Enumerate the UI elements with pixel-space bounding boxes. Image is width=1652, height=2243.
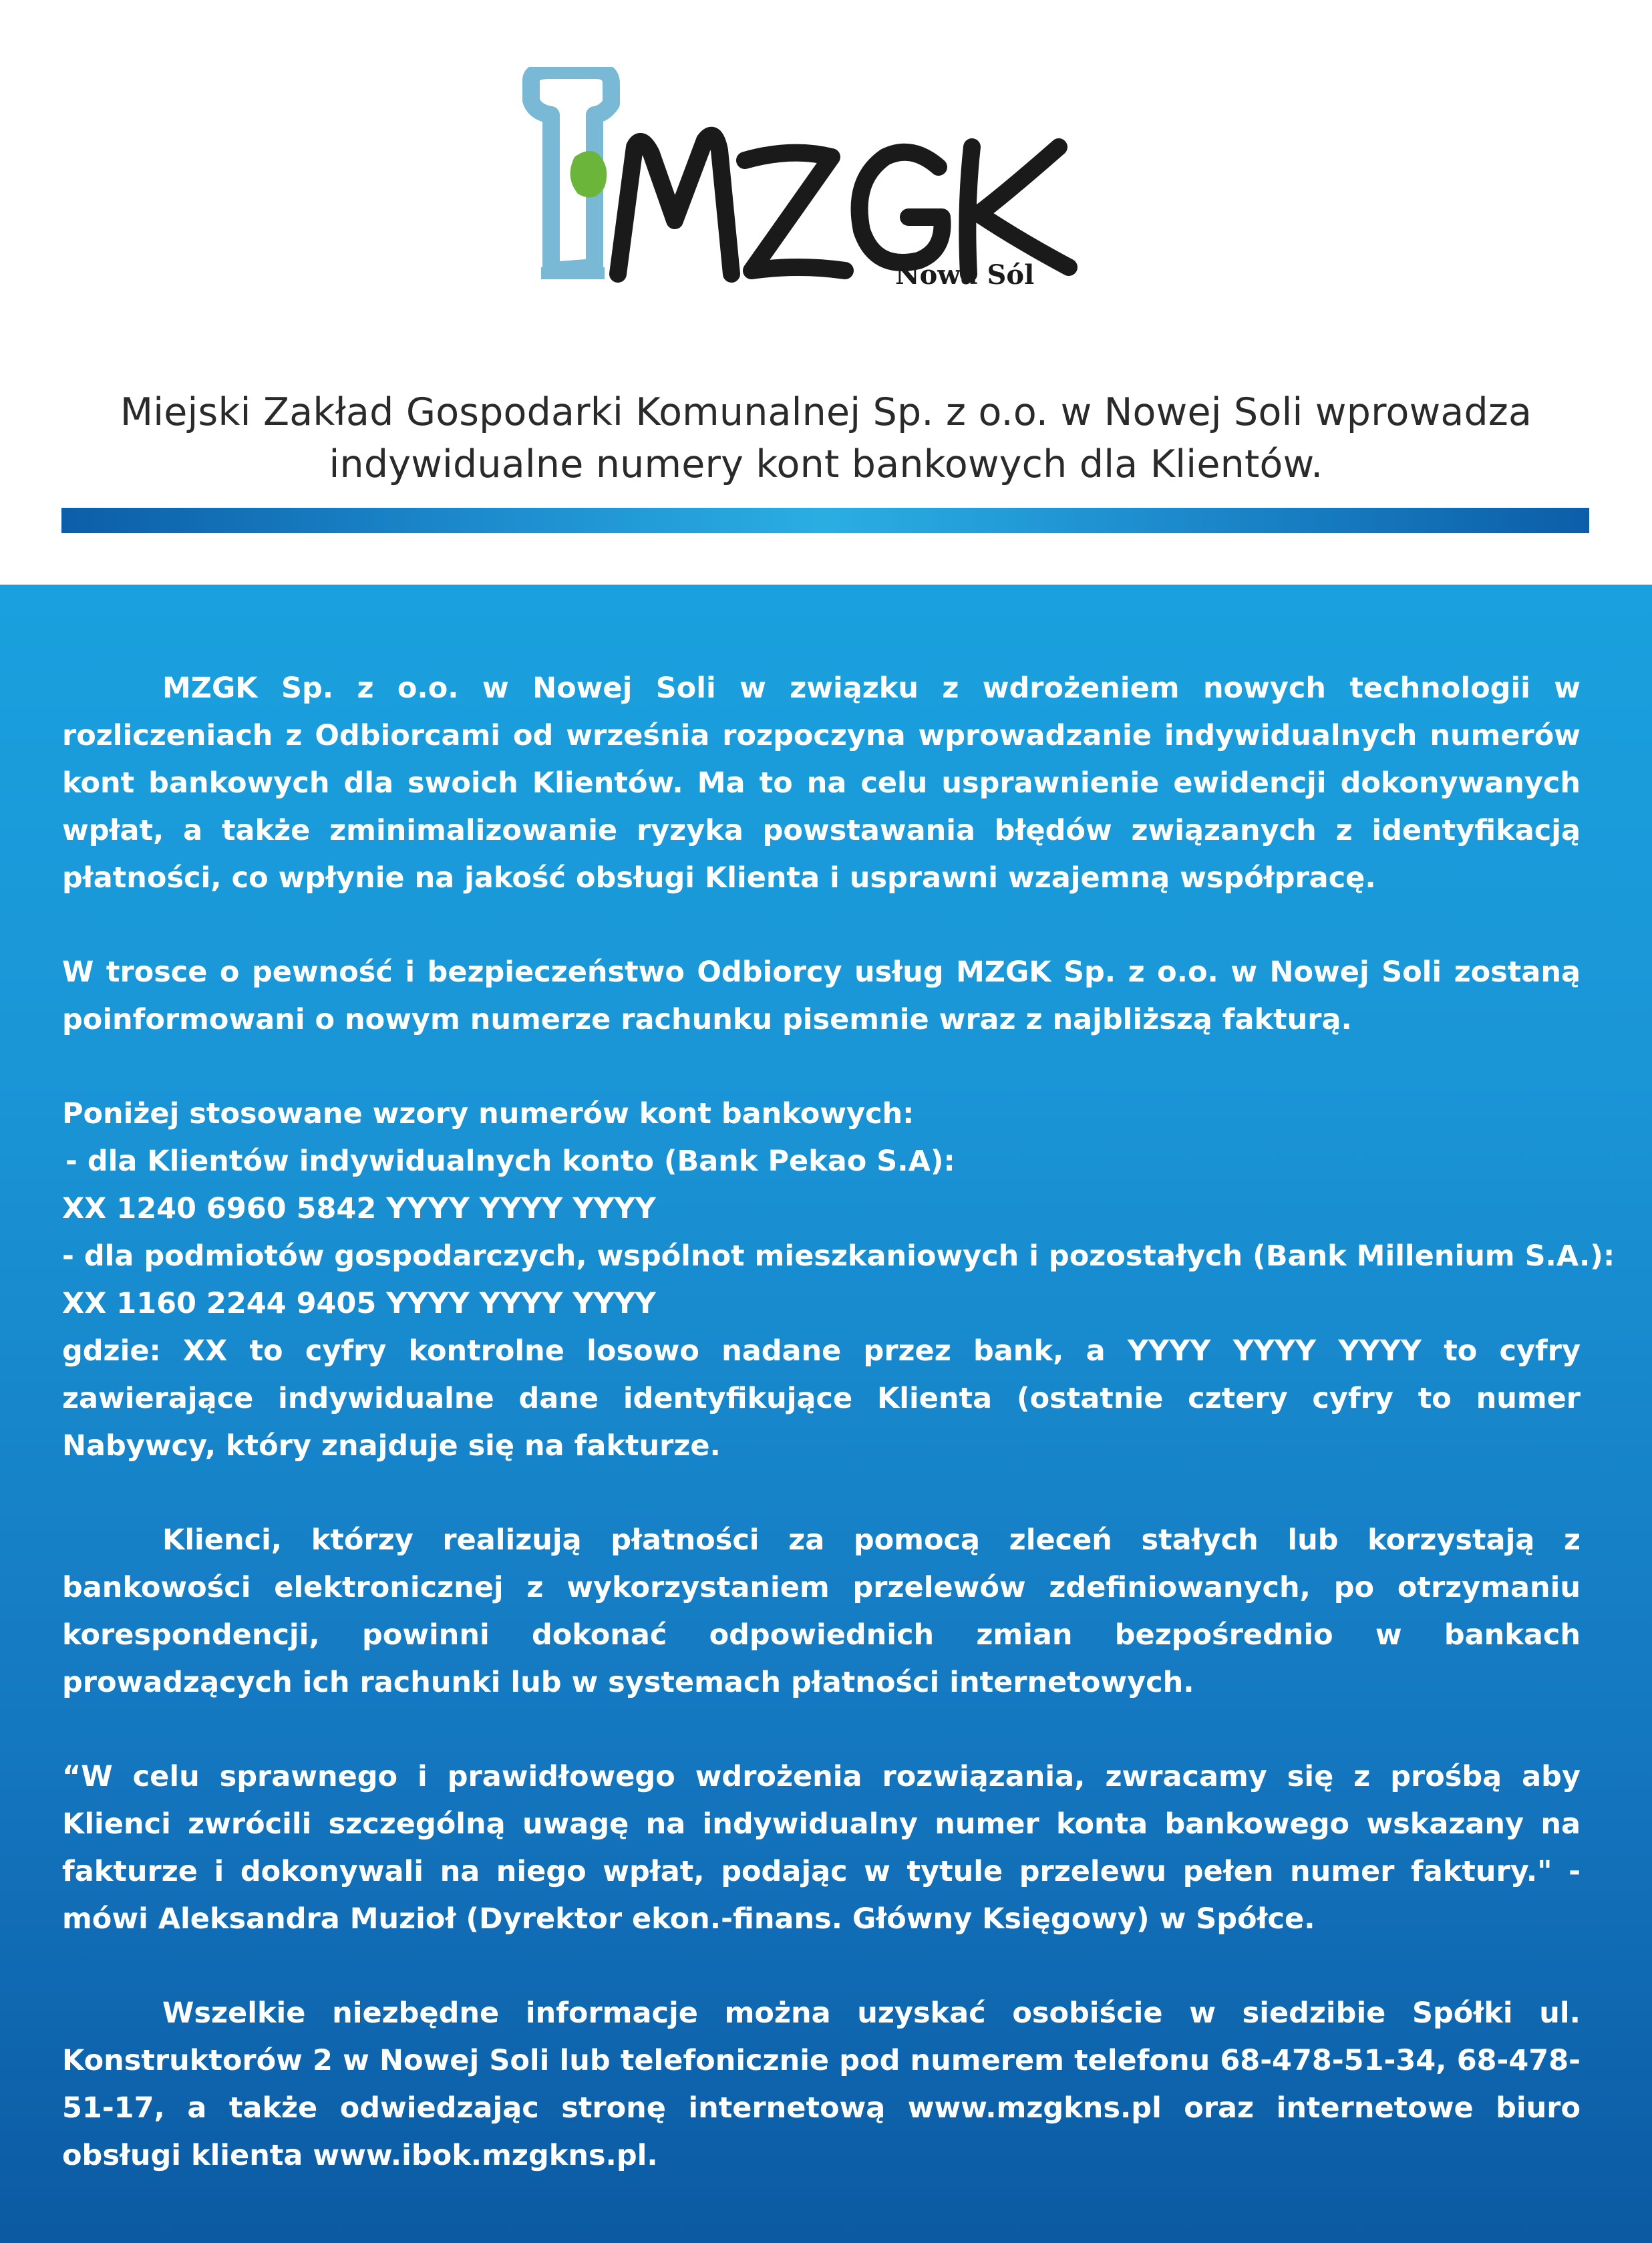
paragraph-security: W trosce o pewność i bezpieczeństwo Odbiorcy usług MZGK Sp. z o.o. w Nowej Soli zostaną poinformowani o nowym numerze rachunku pisemnie wraz z najbliższą fakturą. bbox=[62, 955, 1581, 1036]
paragraph-quote: “W celu sprawnego i prawidłowego wdrożenia rozwiązania, zwracamy się z prośbą aby Klienci zwrócili szczególną uwagę na indywidualny numer konta bankowego wskazany na fakturze i dokonywali na niego wpłat, podając w tytule przelewu pełen numer faktury." - mówi Aleksandra Muzioł (Dyrektor ekon.-finans. Główny Księgowy) w Spółce. bbox=[62, 1760, 1581, 1936]
accounts-intro: Poniżej stosowane wzory numerów kont bankowych: bbox=[62, 1097, 915, 1131]
accounts-explanation: gdzie: XX to cyfry kontrolne losowo nadane przez bank, a YYYY YYYY YYYY to cyfry zawierające indywidualne dane identyfikujące Klienta (ostatnie cztery cyfry to numer Nabywcy, który znajduje się na fakturze. bbox=[62, 1334, 1581, 1463]
header bbox=[0, 0, 1652, 585]
letter-z-shape bbox=[745, 153, 845, 271]
letter-k-shape bbox=[967, 147, 1069, 274]
paragraph-intro: MZGK Sp. z o.o. w Nowej Soli w związku z wdrożeniem nowych technologii w rozliczeniach z Odbiorcami od września rozpoczyna wprowadzanie indywidualnych numerów kont bankowych dla swoich Klientów. Ma to na celu usprawnienie ewidencji dokonywanych wpłat, a także zminimalizowanie ryzyka powstawania błędów związanych z identyfikacją płatności, co wpłynie na jakość obsługi Klienta i usprawni wzajemną współpracę. bbox=[62, 671, 1581, 895]
headline bbox=[53, 386, 1599, 490]
letter-g-shape bbox=[860, 152, 943, 263]
headline-line-2: indywidualne numery kont bankowych dla Klientów. bbox=[329, 442, 1323, 486]
body-text bbox=[62, 665, 1615, 2180]
accounts-individual-number: XX 1240 6960 5842 YYYY YYYY YYYY bbox=[62, 1192, 656, 1225]
header-divider-bar bbox=[61, 508, 1589, 533]
mzgk-logo bbox=[511, 67, 1079, 294]
mzgk-logo-graphic bbox=[511, 67, 1079, 294]
accounts-business-label: - dla podmiotów gospodarczych, wspólnot mieszkaniowych i pozostałych (Bank Millenium S.A.): bbox=[62, 1239, 1615, 1273]
letter-m-shape bbox=[618, 136, 731, 274]
accounts-individual-label: - dla Klientów indywidualnych konto (Bank Pekao S.A): bbox=[65, 1145, 955, 1178]
leaf-icon bbox=[570, 151, 607, 198]
logo-subtitle: Nowa Sól bbox=[895, 259, 1035, 291]
headline-line-1: Miejski Zakład Gospodarki Komunalnej Sp. z o.o. w Nowej Soli wprowadza bbox=[120, 390, 1532, 434]
paragraph-contact: Wszelkie niezbędne informacje można uzyskać osobiście w siedzibie Spółki ul. Konstruktorów 2 w Nowej Soli lub telefonicznie pod numerem telefonu 68-478-51-34, 68-478-51-17, a także odwiedzając stronę internetową www.mzgkns.pl oraz internetowe biuro obsługi klienta www.ibok.mzgkns.pl. bbox=[62, 1996, 1581, 2172]
paragraph-standing-orders: Klienci, którzy realizują płatności za pomocą zleceń stałych lub korzystają z bankowości elektronicznej z wykorzystaniem przelewów zdefiniowanych, po otrzymaniu korespondencji, powinni dokonać odpowiednich zmian bezpośrednio w bankach prowadzących ich rachunki lub w systemach płatności internetowych. bbox=[62, 1523, 1581, 1699]
content-panel bbox=[0, 585, 1652, 2243]
accounts-business-number: XX 1160 2244 9405 YYYY YYYY YYYY bbox=[62, 1287, 656, 1320]
